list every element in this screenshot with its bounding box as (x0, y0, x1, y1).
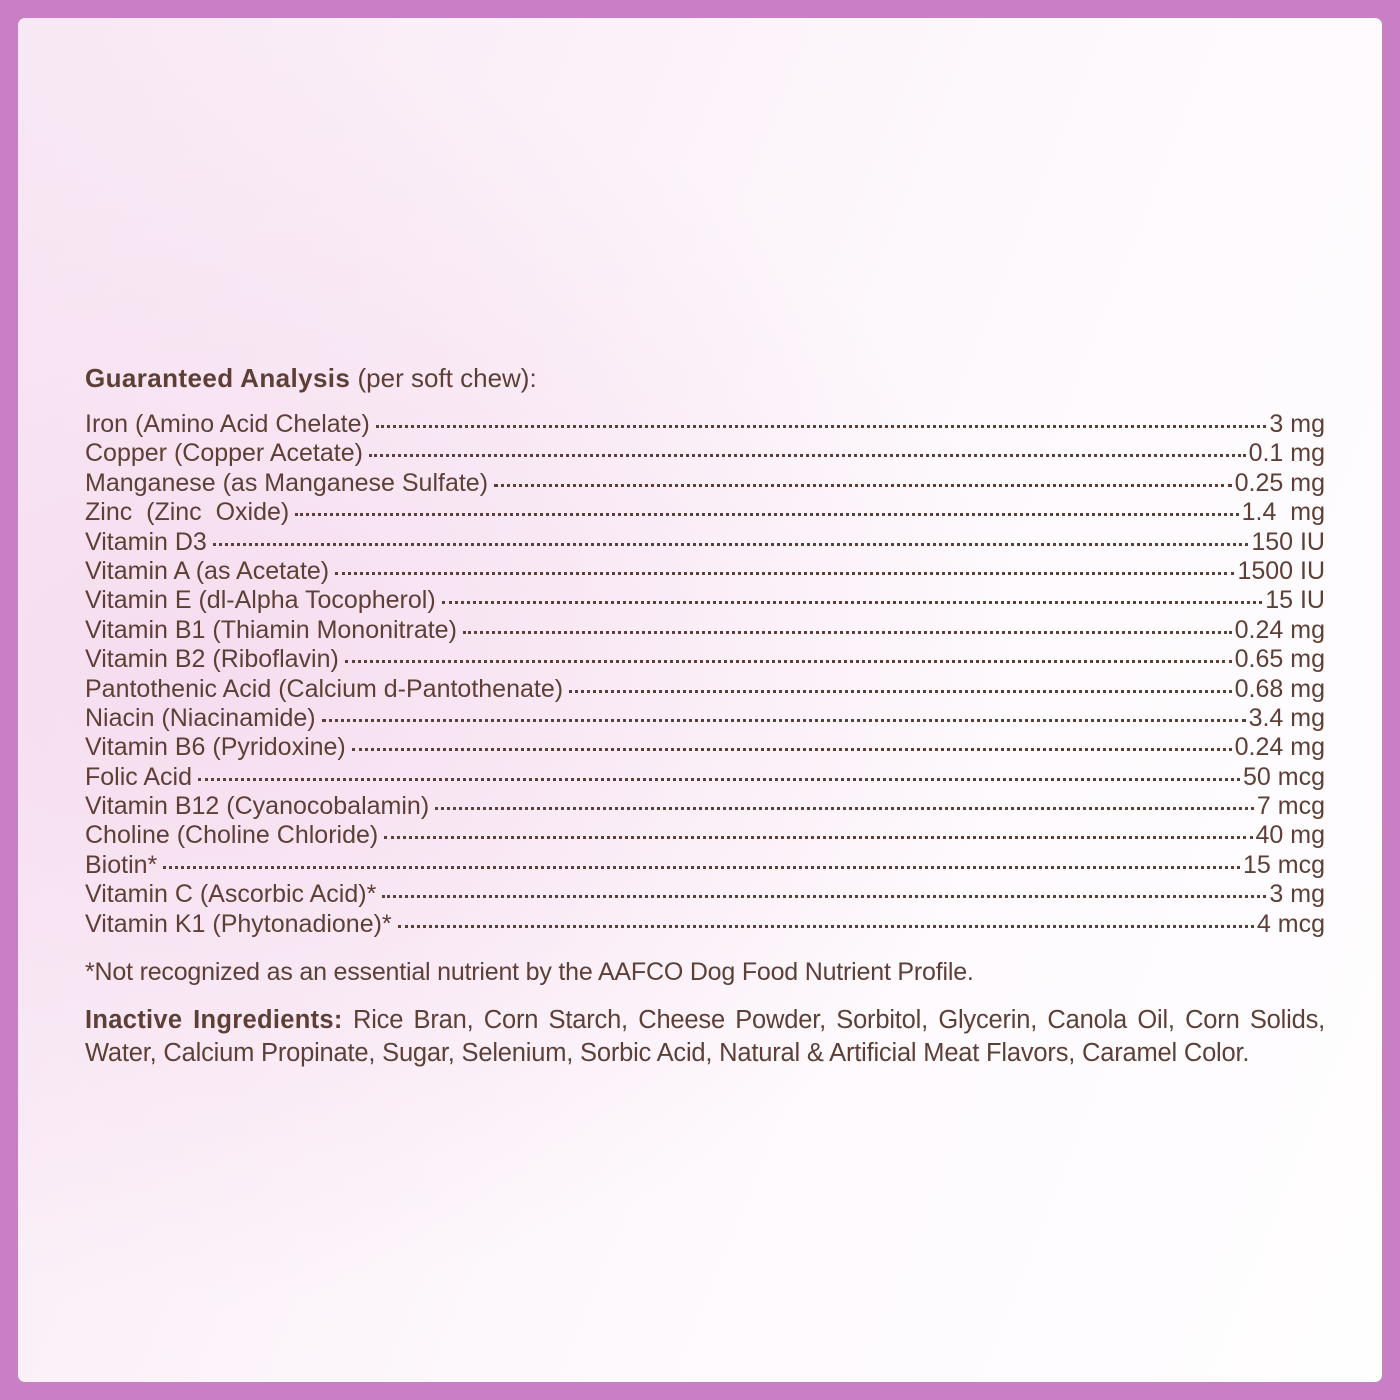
analysis-row (85, 733, 1325, 762)
analysis-row (85, 586, 1325, 615)
analysis-row (85, 851, 1325, 880)
nutrient-value: 0.25 mg (1234, 468, 1325, 497)
nutrient-value: 40 mg (1255, 821, 1325, 850)
dot-leader (213, 543, 1249, 546)
nutrient-value: 3.4 mg (1248, 703, 1325, 732)
dot-leader (463, 631, 1232, 634)
nutrient-name: Manganese (as Manganese Sulfate) (85, 468, 489, 497)
nutrient-name: Vitamin B2 (Riboflavin) (85, 645, 339, 674)
nutrient-value: 15 mcg (1243, 850, 1325, 879)
dot-leader (435, 807, 1254, 810)
nutrient-value: 1.4 mg (1241, 498, 1325, 527)
dot-leader (322, 719, 1246, 722)
dot-leader (376, 425, 1267, 428)
analysis-row (85, 469, 1325, 498)
inactive-ingredients (85, 1004, 1325, 1070)
label-background (18, 18, 1382, 1382)
analysis-row (85, 439, 1325, 468)
nutrient-name: Iron (Amino Acid Chelate) (85, 410, 370, 438)
section-title-bold: Guaranteed Analysis (85, 363, 351, 393)
nutrient-name: Biotin* (85, 850, 158, 879)
dot-leader (352, 748, 1232, 751)
nutrient-name: Vitamin A (as Acetate) (85, 556, 330, 585)
analysis-row (85, 616, 1325, 645)
analysis-row (85, 645, 1325, 674)
nutrient-value: 150 IU (1251, 527, 1325, 556)
analysis-row (85, 498, 1325, 527)
analysis-row (85, 880, 1325, 909)
nutrient-name: Pantothenic Acid (Calcium d-Pantothenate) (85, 674, 564, 703)
guaranteed-analysis-panel (85, 363, 1325, 1070)
nutrient-value: 0.65 mg (1234, 645, 1325, 674)
dot-leader (335, 572, 1234, 575)
nutrient-name: Vitamin B12 (Cyanocobalamin) (85, 792, 430, 821)
dot-leader (198, 778, 1240, 781)
nutrient-name: Vitamin E (dl-Alpha Tocopherol) (85, 586, 436, 615)
nutrient-value: 15 IU (1265, 586, 1325, 615)
dot-leader (369, 454, 1246, 457)
dot-leader (569, 690, 1232, 693)
analysis-row (85, 792, 1325, 821)
section-title-suffix: (per soft chew): (350, 363, 537, 393)
nutrient-value: 50 mcg (1243, 762, 1325, 791)
analysis-row (85, 528, 1325, 557)
nutrient-value: 0.24 mg (1234, 615, 1325, 644)
inactive-ingredients-heading: Inactive Ingredients: (85, 1006, 343, 1035)
nutrient-value: 1500 IU (1237, 556, 1325, 585)
nutrient-name: Choline (Choline Chloride) (85, 821, 379, 850)
nutrient-name: Folic Acid (85, 762, 192, 791)
nutrient-value: 4 mcg (1256, 909, 1325, 938)
dot-leader (494, 484, 1232, 487)
nutrient-name: Copper (Copper Acetate) (85, 439, 363, 468)
analysis-row (85, 704, 1325, 733)
analysis-row (85, 557, 1325, 586)
analysis-row (85, 910, 1325, 939)
dot-leader (295, 513, 1238, 516)
nutrient-name: Vitamin B6 (Pyridoxine) (85, 733, 346, 762)
nutrient-name: Zinc (Zinc Oxide) (85, 498, 290, 527)
dot-leader (163, 866, 1240, 869)
nutrient-value: 3 mg (1269, 410, 1325, 438)
nutrient-name: Niacin (Niacinamide) (85, 703, 316, 732)
nutrient-value: 0.1 mg (1248, 439, 1325, 468)
analysis-row (85, 410, 1325, 439)
inactive-ingredients-text: Rice Bran, Corn Starch, Cheese Powder, Sorbitol, Glycerin, Canola Oil, Corn Solids, Water, Calcium Propinate, Sugar, Selenium, Sorbic Acid, Natural & Artificial Meat Flavors, Caramel Color. (85, 1006, 1326, 1068)
section-title (85, 363, 1325, 394)
nutrient-value: 0.68 mg (1234, 674, 1325, 703)
analysis-row (85, 821, 1325, 850)
nutrient-value: 7 mcg (1256, 792, 1325, 821)
aafco-footnote: *Not recognized as an essential nutrient by the AAFCO Dog Food Nutrient Profile. (85, 958, 974, 987)
dot-leader (442, 601, 1263, 604)
nutrient-name: Vitamin K1 (Phytonadione)* (85, 909, 392, 938)
analysis-row (85, 675, 1325, 704)
dot-leader (345, 660, 1232, 663)
analysis-rows (85, 410, 1325, 939)
dot-leader (384, 836, 1252, 839)
dot-leader (382, 895, 1266, 898)
nutrient-name: Vitamin D3 (85, 527, 207, 556)
nutrient-value: 3 mg (1269, 880, 1325, 909)
analysis-row (85, 763, 1325, 792)
nutrient-name: Vitamin B1 (Thiamin Mononitrate) (85, 615, 457, 644)
nutrient-name: Vitamin C (Ascorbic Acid)* (85, 880, 377, 909)
dot-leader (398, 925, 1254, 928)
nutrient-value: 0.24 mg (1234, 733, 1325, 762)
